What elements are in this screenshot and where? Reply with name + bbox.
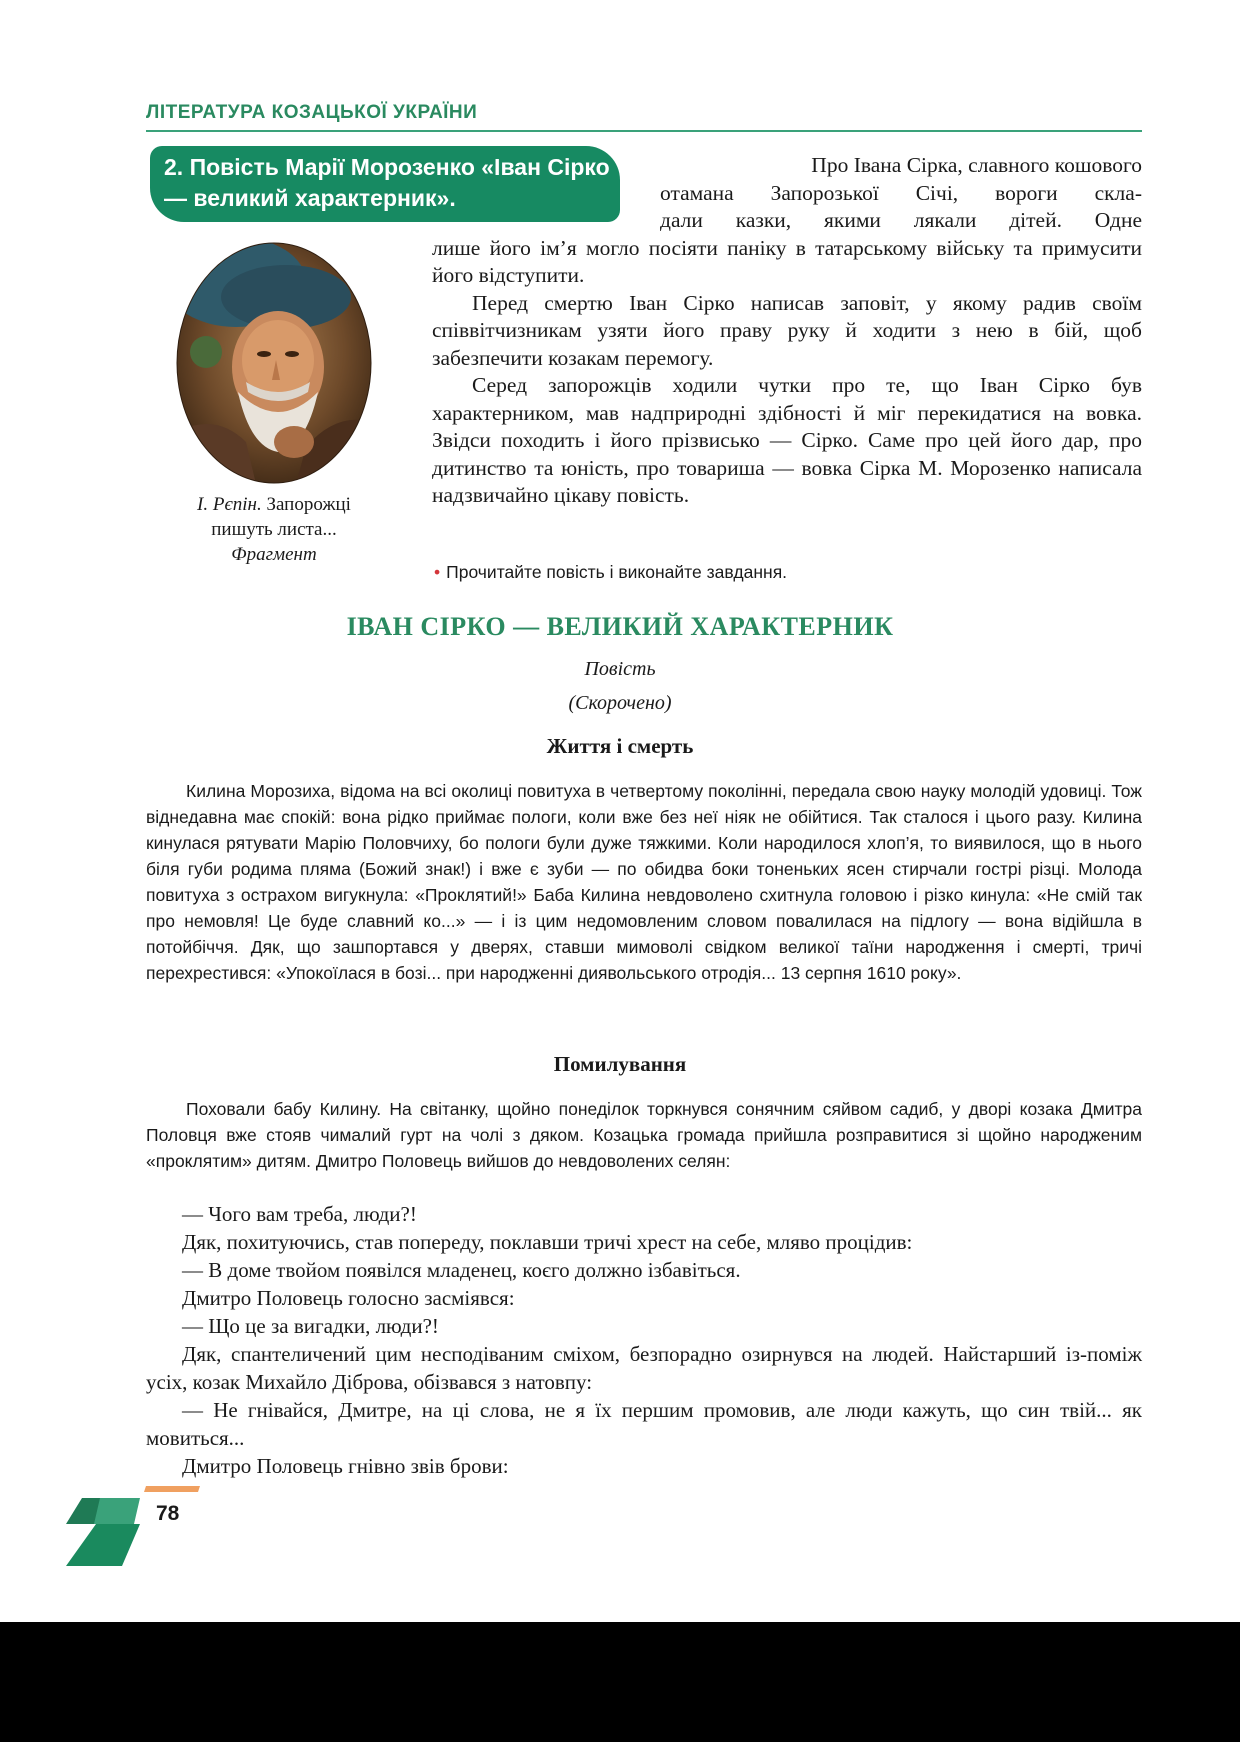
- task-text: Прочитайте повість і виконайте завдання.: [446, 562, 788, 582]
- story-abridged-note: (Скорочено): [568, 692, 672, 714]
- story-title: ІВАН СІРКО — ВЕЛИКИЙ ХАРАКТЕРНИК: [346, 612, 894, 641]
- page-number: 78: [156, 1502, 180, 1525]
- dialogue-line: — Чого вам треба, люди?!: [182, 1202, 417, 1226]
- intro-paragraph-1-rest: лише його ім’я могло посіяти паніку в татарському війську та примусити його відступити.: [432, 235, 1142, 287]
- dialogue-line: Дяк, похитуючись, став попереду, поклавши тричі хрест на себе, мляво процідив:: [182, 1230, 913, 1254]
- bullet-dot-icon: •: [434, 562, 441, 582]
- caption-note: Фрагмент: [231, 544, 317, 565]
- dialogue-line: — Що це за вигадки, люди?!: [182, 1314, 439, 1338]
- portrait-caption: [156, 492, 392, 567]
- story-genre: Повість: [584, 658, 656, 680]
- cossack-portrait: [176, 242, 372, 484]
- intro-line-2: отамана Запорозької Січі, вороги скла-: [660, 180, 1142, 205]
- page-number-decoration: [56, 1484, 206, 1566]
- section-title-badge: 2. Повість Марії Морозенко «Іван Сірко — великий характерник».: [150, 146, 620, 222]
- part-1-title: Життя і смерть: [546, 734, 694, 758]
- part-2-intro: Поховали бабу Килину. На світанку, щойно понеділок торкнувся сонячним сяйвом садиб, у дворі козака Дмитра Половця вже стояв чималий гурт на чолі з дяком. Козацька громада прийшла розправитися зі щойно народженим «проклятим» дитям. Дмитро Половець вийшов до невдоволених селян:: [146, 1099, 1142, 1171]
- intro-paragraph-2: Перед смертю Іван Сірко написав заповіт, у якому радив своїм співвітчизникам узяти його праву руку й ходити з нею в бій, щоб забезпечити козакам перемогу.: [432, 290, 1142, 370]
- caption-title-b: пишуть листа...: [211, 519, 337, 540]
- header-divider: [146, 130, 1142, 132]
- caption-title-a: Запорожці: [266, 494, 351, 515]
- dialogue-line: Дмитро Половець голосно засміявся:: [182, 1286, 515, 1310]
- dialogue-line: Дяк, спантеличений цим несподіваним сміхом, безпорадно озирнувся на людей. Найстарший із-поміж усіх, козак Михайло Діброва, обізвався з натовпу:: [146, 1342, 1142, 1394]
- caption-author: І. Рєпін.: [197, 494, 262, 515]
- task-instruction: [434, 562, 787, 583]
- chapter-header: ЛІТЕРАТУРА КОЗАЦЬКОЇ УКРАЇНИ: [146, 102, 478, 123]
- dialogue-line: — В доме твойом появілся младенец, коєго должно ізбавіться.: [182, 1258, 741, 1282]
- dialogue-line: — Не гнівайся, Дмитре, на ці слова, не я їх першим промовив, але люди кажуть, що син твій... як мовиться...: [146, 1398, 1142, 1450]
- intro-line-1: Про Івана Сірка, славного кошового: [811, 153, 1142, 177]
- part-1-text: Килина Морозиха, відома на всі околиці повитуха в четвертому поколінні, передала свою науку молодій удовиці. Тож віднедавна має спокій: вона рідко приймає пологи, коли вже без неї ніяк не обійтися. Так сталося і цього разу. Килина кинулася рятувати Марію Половчиху, бо пологи були дуже тяжкими. Коли народилося хлоп’я, то виявилося, що в нього біля губи родима пляма (Божий знак!) і вже є зуби — по обидва боки тоненьких ясен стирчали гострі різці. Молода повитуха з острахом вигукнула: «Проклятий!» Баба Килина невдоволено схитнула головою і різко кинула: «Не смій так про немовля! Це буде славний ко...» — і із цим недомовленим словом повалилася на підлогу — вона відійшла в потойбіччя. Дяк, що зашпортався у дверях, ставши мимоволі свідком великої таїни народження і смерті, тричі перехрестився: «Упокоїлася в бозі... при народженні диявольського отродія... 13 серпня 1610 року».: [146, 781, 1142, 983]
- part-2-title: Помилування: [553, 1052, 687, 1076]
- dialogue-line: Дмитро Половець гнівно звів брови:: [182, 1454, 509, 1478]
- intro-paragraph-3: Серед запорожців ходили чутки про те, що Іван Сірко був характерником, мав надприродні здібності й міг перекидатися на вовка. Звідси походить і його прізвисько — Сірко. Саме про цей його дар, про дитинство та юність, про товариша — вовка Сірка М. Морозенко написала надзвичайно цікаву повість.: [432, 373, 1142, 507]
- intro-line-3: дали казки, якими лякали дітей. Одне: [660, 208, 1142, 232]
